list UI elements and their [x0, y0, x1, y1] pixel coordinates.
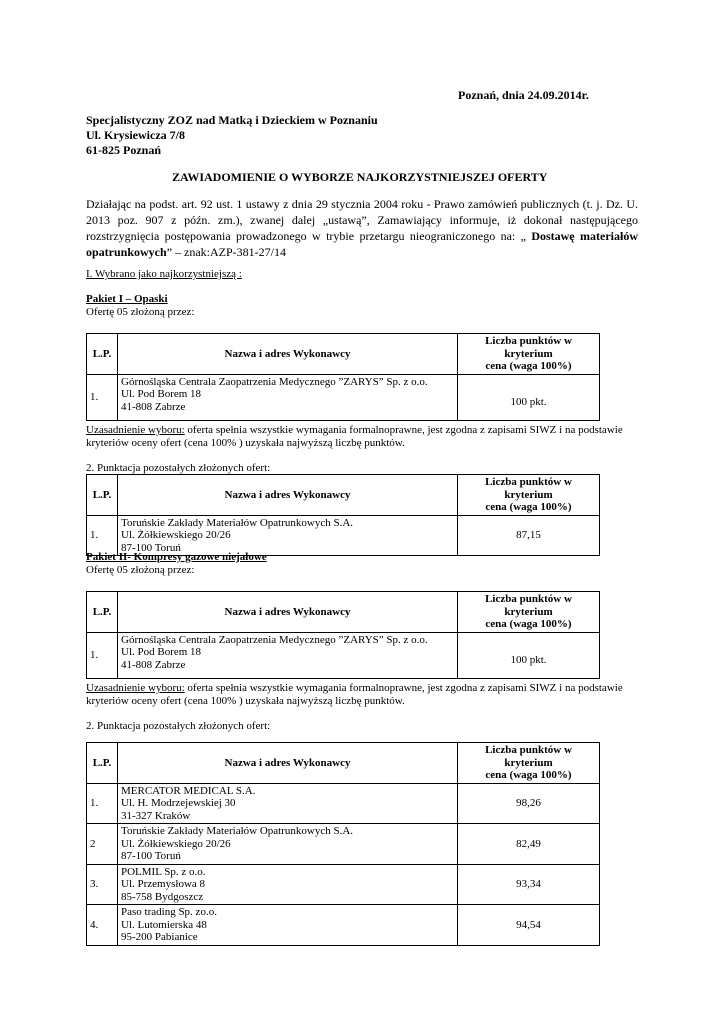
table-row: 1. Toruńskie Zakłady Materiałów Opatrunkowych S.A. Ul. Żółkiewskiego 20/26 87-100 Toruń 87,15 [87, 515, 600, 556]
table-header-row: L.P. Nazwa i adres Wykonawcy Liczba punktów w kryterium cena (waga 100%) [87, 475, 600, 516]
row-points: 100 pkt. [458, 374, 600, 420]
table-row: 1. Górnośląska Centrala Zaopatrzenia Medycznego ”ZARYS” Sp. z o.o. Ul. Pod Borem 18 41-808 Zabrze 100 pkt. [87, 632, 600, 678]
col-points: Liczba punktów w kryterium cena (waga 100%) [458, 334, 600, 375]
sender-name: Specjalistyczny ZOZ nad Matką i Dzieckiem w Poznaniu [86, 113, 378, 127]
table-header-row: L.P. Nazwa i adres Wykonawcy Liczba punktów w kryterium cena (waga 100%) [87, 743, 600, 784]
package-2-others-table [86, 742, 600, 946]
package-1-offer: Ofertę 05 złożoną przez: [86, 306, 195, 318]
sender-street: Ul. Krysiewicza 7/8 [86, 128, 185, 142]
package-1-title: Pakiet I – Opaski [86, 293, 168, 305]
table-header-row: L.P. Nazwa i adres Wykonawcy Liczba punktów w kryterium cena (waga 100%) [87, 592, 600, 633]
col-name: Nazwa i adres Wykonawcy [118, 334, 458, 375]
table-header-row [87, 334, 600, 375]
row-lp: 1. [87, 374, 118, 420]
table-row [87, 374, 600, 420]
package-1-others-title: 2. Punktacja pozostałych złożonych ofert: [86, 462, 271, 474]
col-lp: L.P. [87, 334, 118, 375]
table-row: 2 Toruńskie Zakłady Materiałów Opatrunkowych S.A. Ul. Żółkiewskiego 20/26 87-100 Toruń 82,49 [87, 824, 600, 865]
section-heading: I. Wybrano jako najkorzystniejszą : [86, 268, 242, 280]
package-2-justification: Uzasadnienie wyboru: oferta spełnia wszystkie wymagania formalnoprawne, jest zgodna z zapisami SIWZ i na podstawie kryteriów oceny ofert (cena 100% ) uzyskała najwyższą liczbę punktów. [86, 682, 623, 707]
package-1-others-table [86, 474, 600, 556]
row-contractor: Górnośląska Centrala Zaopatrzenia Medycznego ”ZARYS” Sp. z o.o. Ul. Pod Borem 18 41-808 Zabrze [118, 374, 458, 420]
package-2-offer: Ofertę 05 złożoną przez: [86, 564, 195, 576]
intro-tail: ” – znak:AZP-381-27/14 [166, 245, 286, 259]
table-row: 4. Paso trading Sp. zo.o. Ul. Lutomierska 48 95-200 Pabianice 94,54 [87, 905, 600, 946]
package-2-others-title: 2. Punktacja pozostałych złożonych ofert: [86, 720, 271, 732]
package-1-winner-table [86, 333, 600, 421]
table-row: 1. MERCATOR MEDICAL S.A. Ul. H. Modrzejewskiej 30 31-327 Kraków 98,26 [87, 783, 600, 824]
sender-city: 61-825 Poznań [86, 143, 161, 157]
document-date: Poznań, dnia 24.09.2014r. [458, 88, 589, 102]
intro-subject: Dostawę materiałów opatrunkowych [86, 229, 638, 259]
intro-text: Działając na podst. art. 92 ust. 1 ustawy z dnia 29 stycznia 2004 roku - Prawo zamówień publicznych (t. j. Dz. U. 2013 poz. 907 z późn. zm.), zwanej dalej „ustawą”, Zamawiający informuje, iż dokonał następującego rozstrzygnięcia postępowania prowadzonego w trybie przetargu nieograniczonego na: „ [86, 197, 638, 243]
document-title: ZAWIADOMIENIE O WYBORZE NAJKORZYSTNIEJSZEJ OFERTY [172, 170, 548, 184]
package-2-title: Pakiet II- Kompresy gazowe niejałowe [86, 551, 267, 563]
intro-paragraph [86, 196, 638, 260]
package-1-justification: Uzasadnienie wyboru: oferta spełnia wszystkie wymagania formalnoprawne, jest zgodna z zapisami SIWZ i na podstawie kryteriów oceny ofert (cena 100% ) uzyskała najwyższą liczbę punktów. [86, 424, 623, 449]
sender-block [86, 113, 378, 158]
table-row: 3. POLMIL Sp. z o.o. Ul. Przemysłowa 8 85-758 Bydgoszcz 93,34 [87, 864, 600, 905]
package-2-winner-table [86, 591, 600, 679]
